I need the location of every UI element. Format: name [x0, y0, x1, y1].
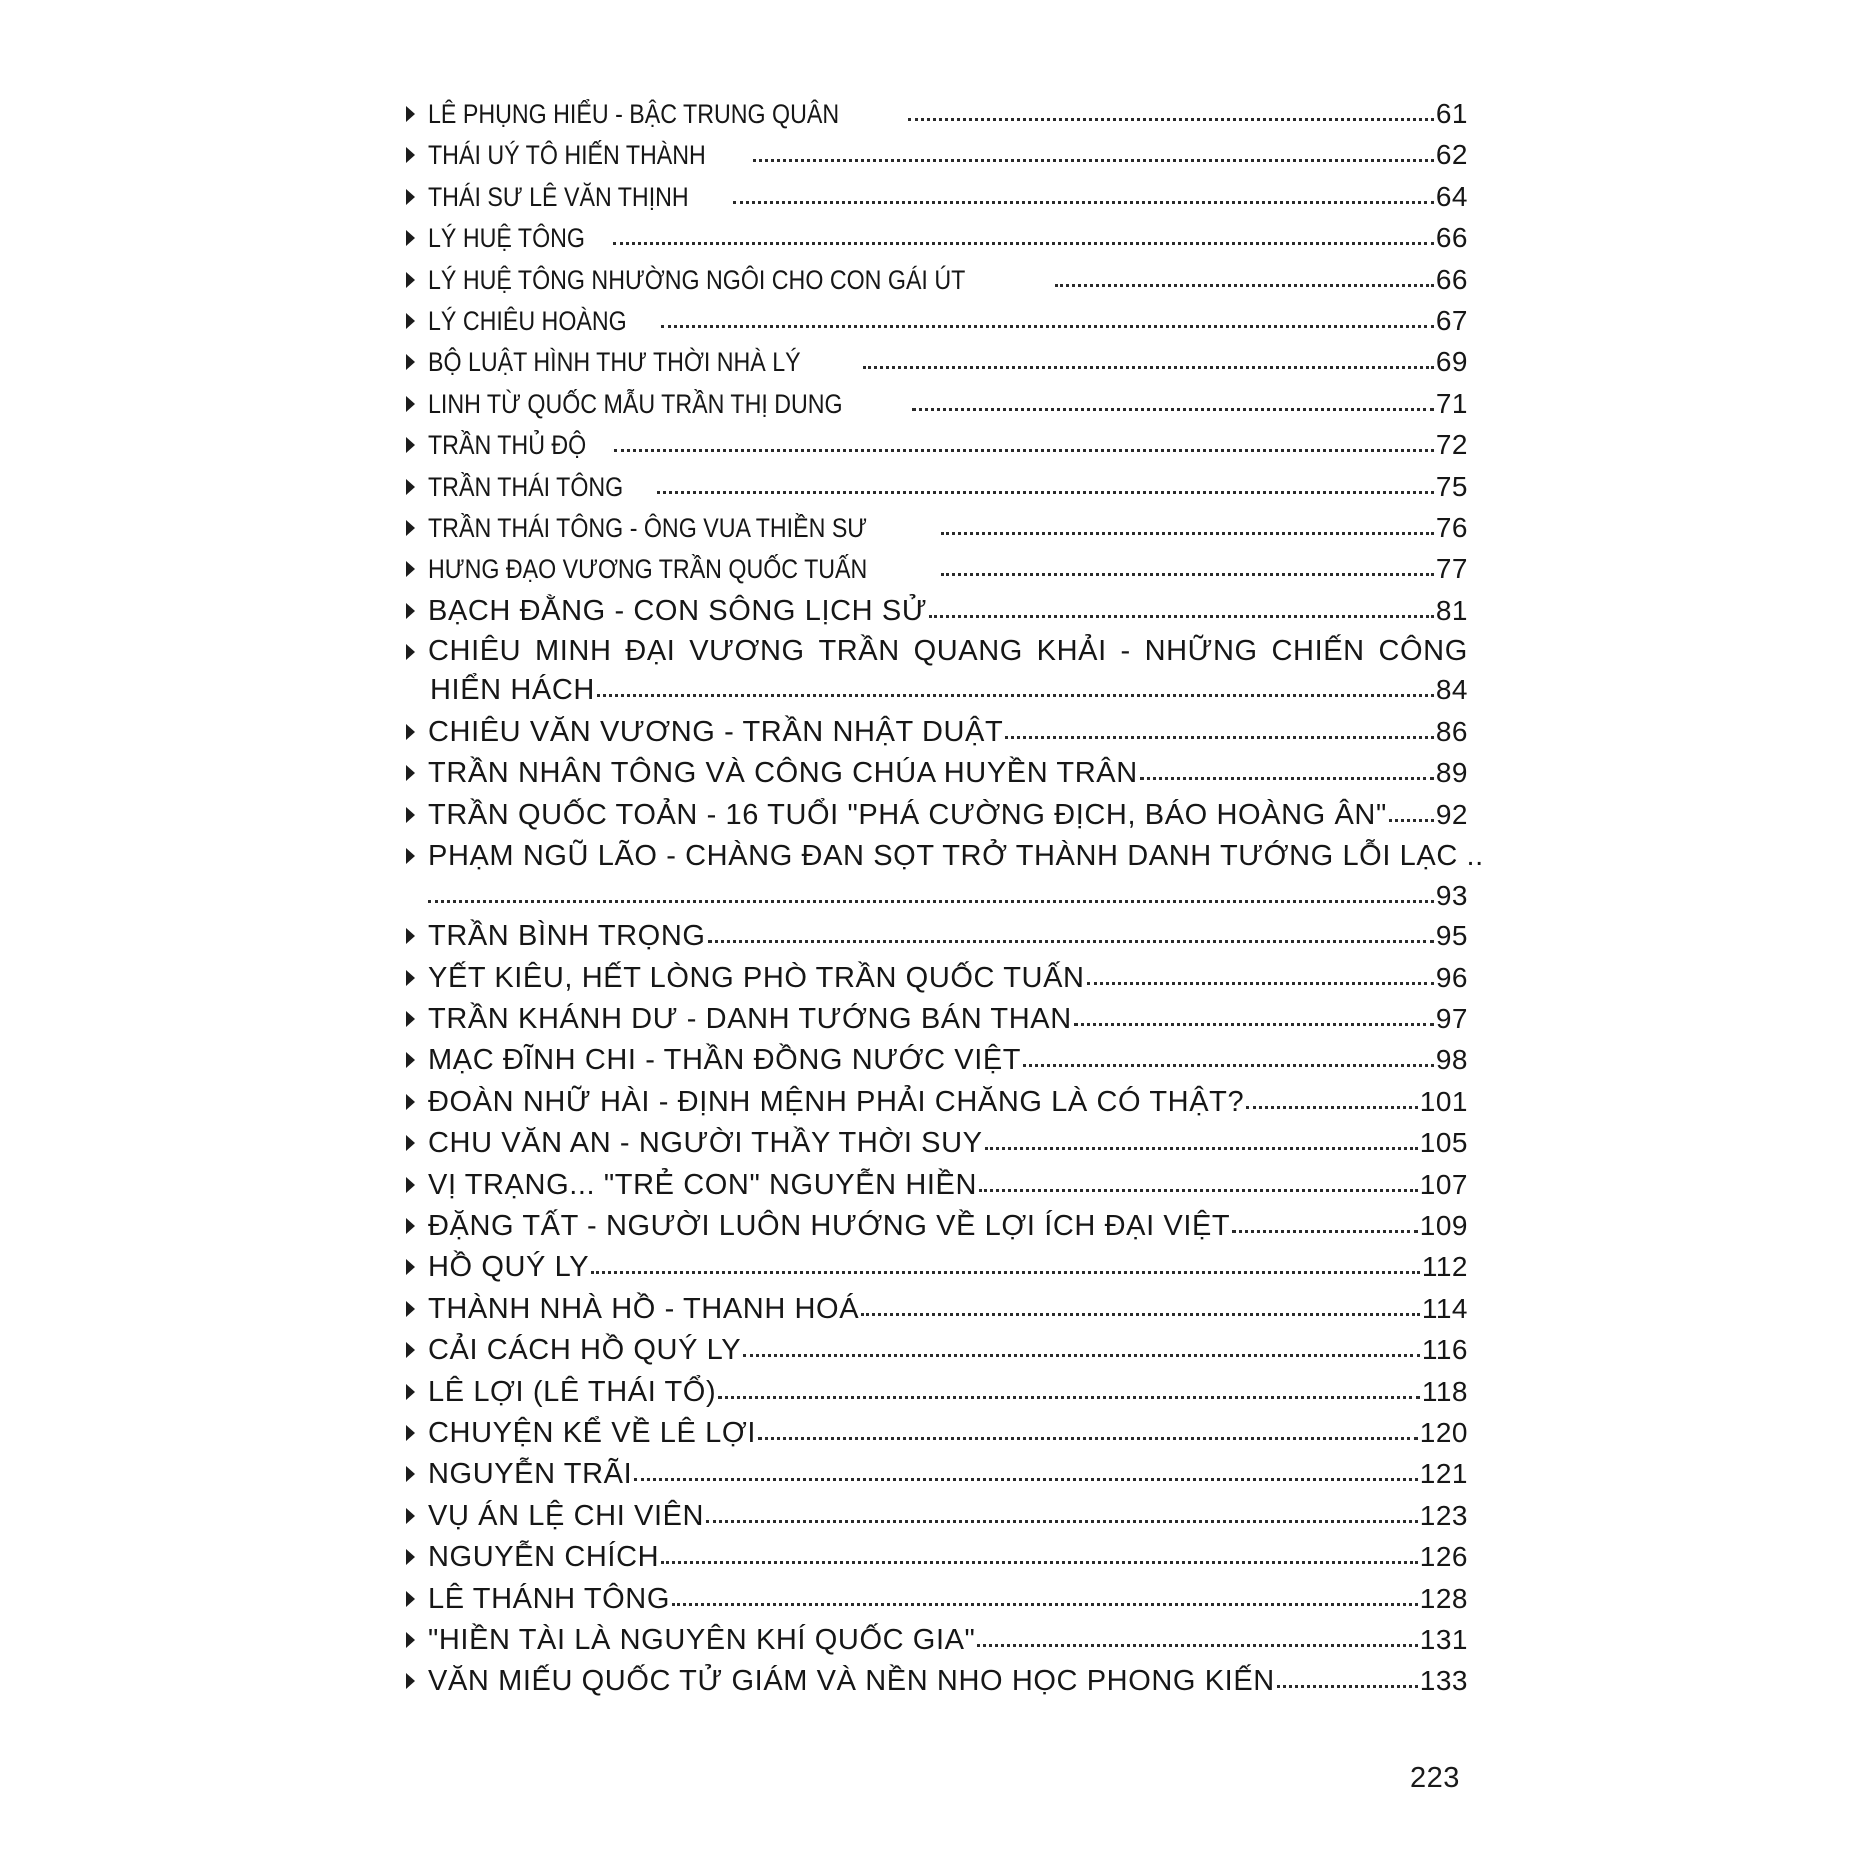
toc-entry-line [428, 1372, 1468, 1412]
triangle-right-icon [406, 970, 415, 986]
triangle-right-icon [406, 1135, 415, 1151]
toc-entry [402, 1082, 1468, 1123]
toc-entry-title: HIỂN HÁCH [430, 674, 595, 707]
toc-entry-page: 62 [1435, 139, 1468, 171]
toc-entry [402, 712, 1468, 753]
toc-entry [402, 1413, 1468, 1454]
toc-entry-line [428, 1330, 1468, 1370]
dot-leader [1232, 1230, 1418, 1233]
toc-entry-title: TRẦN BÌNH TRỌNG [428, 920, 706, 953]
toc-entry [402, 1537, 1468, 1578]
toc-entry-page: 95 [1435, 920, 1468, 952]
dot-leader [1074, 1023, 1434, 1026]
toc-entry-word: KHẢI [1036, 635, 1107, 668]
toc-entry-line [428, 467, 1468, 507]
toc-entry-line [428, 1040, 1468, 1080]
toc-entry-title: YẾT KIÊU, HẾT LÒNG PHÒ TRẦN QUỐC TUẤN [428, 961, 1085, 994]
toc-entry-title: "HIỀN TÀI LÀ NGUYÊN KHÍ QUỐC GIA" [428, 1623, 976, 1656]
toc-entry [402, 425, 1468, 466]
triangle-right-icon [406, 396, 415, 412]
toc-entry-page: 93 [1435, 880, 1468, 912]
toc-entry-page: 66 [1435, 263, 1468, 295]
toc-entry [402, 177, 1468, 218]
toc-entry [402, 135, 1468, 176]
toc-entry-line [428, 1165, 1468, 1205]
dot-leader [758, 1437, 1418, 1440]
toc-entry-title: THÁI SƯ LÊ VĂN THỊNH [428, 181, 689, 212]
toc-entry [402, 1496, 1468, 1537]
toc-entry-page: 89 [1435, 757, 1468, 789]
dot-leader [1389, 819, 1434, 822]
toc-entry-line [428, 999, 1468, 1039]
toc-entry-title: VỤ ÁN LỆ CHI VIÊN [428, 1499, 705, 1532]
dot-leader [613, 242, 1434, 245]
dot-leader [1023, 1064, 1434, 1067]
toc-entry-line [428, 94, 1468, 134]
toc-entry [402, 1247, 1468, 1288]
toc-entry-title: LÊ LỢI (LÊ THÁI TỔ) [428, 1375, 717, 1408]
toc-entry [402, 218, 1468, 259]
toc-entry-title: TRẦN THỦ ĐỘ [428, 430, 587, 461]
toc-entry-page: 128 [1419, 1582, 1468, 1614]
toc-entry-line [428, 260, 1468, 300]
triangle-right-icon [406, 807, 415, 823]
toc-entry-page: 67 [1435, 304, 1468, 336]
toc-entry-title: MẠC ĐĨNH CHI - THẦN ĐỒNG NƯỚC VIỆT [428, 1044, 1022, 1077]
dot-leader [614, 449, 1434, 452]
triangle-right-icon [406, 189, 415, 205]
toc-entry-title: ĐOÀN NHỮ HÀI - ĐỊNH MỆNH PHẢI CHĂNG LÀ CÓ THẬT? [428, 1085, 1245, 1118]
toc-entry-line [428, 591, 1468, 631]
toc-entry-page: 71 [1435, 387, 1468, 419]
toc-entry-title: THÀNH NHÀ HỒ - THANH HOÁ [428, 1292, 860, 1325]
page-number: 223 [1410, 1762, 1460, 1794]
toc-entry [402, 301, 1468, 342]
toc-entry-title: CHIÊU VĂN VƯƠNG - TRẦN NHẬT DUẬT [428, 716, 1004, 749]
toc-entry-title: PHẠM NGŨ LÃO - CHÀNG ĐAN SỌT TRỞ THÀNH DANH TƯỚNG LỖI LẠC .. [428, 840, 1484, 873]
dot-leader [733, 201, 1434, 204]
dot-leader [634, 1478, 1418, 1481]
triangle-right-icon [406, 1591, 415, 1607]
toc-entry [402, 342, 1468, 383]
toc-entry [402, 999, 1468, 1040]
toc-entry-word: QUANG [913, 635, 1023, 668]
dot-leader [1140, 777, 1434, 780]
toc-entry-title: LÝ HUỆ TÔNG NHƯỜNG NGÔI CHO CON GÁI ÚT [428, 264, 966, 295]
toc-entry [402, 1661, 1468, 1702]
toc-entry-line [428, 342, 1468, 382]
toc-entry-title: TRẦN QUỐC TOẢN - 16 TUỔI "PHÁ CƯỜNG ĐỊCH, BÁO HOÀNG ÂN" [428, 798, 1387, 831]
dot-leader [672, 1603, 1418, 1606]
toc-entry-line [428, 177, 1468, 217]
triangle-right-icon [406, 1094, 415, 1110]
toc-entry-title: ĐẶNG TẤT - NGƯỜI LUÔN HƯỚNG VỀ LỢI ÍCH ĐẠI VIỆT [428, 1209, 1231, 1242]
toc-entry-title: CẢI CÁCH HỒ QUÝ LY [428, 1334, 742, 1367]
toc-entry [402, 508, 1468, 549]
toc-entry-page: 81 [1435, 594, 1468, 626]
dot-leader [753, 159, 1434, 162]
toc-entry-line [428, 1123, 1468, 1163]
toc-entry-word: CHIẾN [1271, 635, 1365, 668]
toc-entry [402, 1040, 1468, 1081]
triangle-right-icon [406, 1673, 415, 1689]
toc-entry-line [428, 916, 1468, 956]
toc-entry [402, 958, 1468, 999]
triangle-right-icon [406, 106, 415, 122]
toc-entry-title: VĂN MIẾU QUỐC TỬ GIÁM VÀ NỀN NHO HỌC PHONG KIẾN [428, 1665, 1275, 1698]
toc-entry-word: NHỮNG [1144, 635, 1258, 668]
toc-entry-line [428, 135, 1468, 175]
toc-entry-title: LINH TỪ QUỐC MẪU TRẦN THỊ DUNG [428, 388, 843, 419]
toc-entry-page: 112 [1421, 1251, 1468, 1283]
triangle-right-icon [406, 1342, 415, 1358]
triangle-right-icon [406, 1301, 415, 1317]
toc-entry-line [428, 301, 1468, 341]
toc-entry-title: HỒ QUÝ LY [428, 1251, 590, 1284]
triangle-right-icon [406, 1011, 415, 1027]
triangle-right-icon [406, 272, 415, 288]
toc-entry-line [428, 1206, 1468, 1246]
toc-entry [402, 916, 1468, 957]
triangle-right-icon [406, 1177, 415, 1193]
triangle-right-icon [406, 928, 415, 944]
toc-entry-line [428, 1289, 1468, 1329]
triangle-right-icon [406, 1508, 415, 1524]
toc-entry-page: 118 [1421, 1375, 1468, 1407]
dot-leader [743, 1354, 1420, 1357]
triangle-right-icon [406, 1549, 415, 1565]
toc-entry [402, 1330, 1468, 1371]
triangle-right-icon [406, 1384, 415, 1400]
dot-leader [977, 1644, 1417, 1647]
toc-entry-line [428, 1661, 1468, 1701]
toc-entry [402, 1372, 1468, 1413]
toc-entry-title: TRẦN KHÁNH DƯ - DANH TƯỚNG BÁN THAN [428, 1003, 1072, 1036]
toc-entry [402, 1620, 1468, 1661]
dot-leader [706, 1520, 1418, 1523]
toc-entry-line [428, 753, 1468, 793]
triangle-right-icon [406, 724, 415, 740]
toc-entry-title: TRẦN THÁI TÔNG - ÔNG VUA THIỀN SƯ [428, 512, 868, 543]
toc-entry-title: CHU VĂN AN - NGƯỜI THẦY THỜI SUY [428, 1127, 983, 1160]
toc-entry-word: CÔNG [1378, 635, 1468, 668]
toc-entry-word: VƯƠNG [689, 635, 805, 668]
toc-entry-line [428, 712, 1468, 752]
toc-entry-line [428, 549, 1468, 589]
toc-entry-title: THÁI UÝ TÔ HIẾN THÀNH [428, 140, 706, 171]
toc-entry-page: 72 [1435, 429, 1468, 461]
toc-entry-word: MINH [535, 635, 612, 668]
dot-leader [597, 694, 1434, 697]
dot-leader [929, 615, 1434, 618]
triangle-right-icon [406, 1632, 415, 1648]
triangle-right-icon [406, 520, 415, 536]
triangle-right-icon [406, 1466, 415, 1482]
toc-entry-line [428, 1413, 1468, 1453]
dot-leader [1277, 1685, 1418, 1688]
table-of-contents [402, 94, 1484, 1703]
toc-entry-line [428, 670, 1468, 710]
toc-entry [402, 753, 1468, 794]
toc-entry [402, 384, 1468, 425]
toc-entry-page: 105 [1419, 1127, 1468, 1159]
dot-leader [591, 1271, 1420, 1274]
toc-entry-title: NGUYỄN CHÍCH [428, 1541, 660, 1574]
toc-entry-title: LÝ CHIÊU HOÀNG [428, 305, 627, 336]
toc-entry [402, 260, 1468, 301]
toc-entry-page: 120 [1419, 1416, 1468, 1448]
toc-entry [402, 795, 1468, 836]
dot-leader [1087, 982, 1434, 985]
toc-entry-line [428, 958, 1468, 998]
dot-leader [863, 366, 1434, 369]
toc-entry-page: 133 [1419, 1665, 1468, 1697]
toc-entry-page: 107 [1419, 1168, 1468, 1200]
toc-entry-page: 92 [1435, 798, 1468, 830]
toc-entry-page: 76 [1435, 511, 1468, 543]
dot-leader [661, 325, 1434, 328]
dot-leader [1005, 736, 1434, 739]
toc-entry-word: ĐẠI [625, 635, 676, 668]
toc-entry [402, 467, 1468, 508]
toc-entry-page: 101 [1419, 1085, 1468, 1117]
dot-leader [912, 408, 1434, 411]
toc-entry-line [428, 1579, 1468, 1619]
toc-entry-page: 86 [1435, 716, 1468, 748]
toc-entry-title: TRẦN THÁI TÔNG [428, 471, 624, 502]
toc-entry-page: 75 [1435, 470, 1468, 502]
toc-entry-page: 121 [1419, 1458, 1468, 1490]
toc-entry-title: HƯNG ĐẠO VƯƠNG TRẦN QUỐC TUẤN [428, 554, 868, 585]
toc-entry-line [428, 508, 1468, 548]
toc-entry-line [428, 1620, 1468, 1660]
triangle-right-icon [406, 644, 415, 660]
dot-leader [1246, 1106, 1418, 1109]
toc-entry [402, 591, 1468, 632]
toc-entry-page: 116 [1421, 1334, 1468, 1366]
triangle-right-icon [406, 1425, 415, 1441]
toc-entry-line [428, 1496, 1468, 1536]
triangle-right-icon [406, 354, 415, 370]
toc-entry-title: NGUYỄN TRÃI [428, 1458, 633, 1491]
dot-leader [979, 1189, 1418, 1192]
toc-entry-line [428, 425, 1468, 465]
toc-entry-line [428, 836, 1484, 876]
toc-entry-line [428, 1082, 1468, 1122]
toc-entry-line [428, 876, 1468, 916]
toc-entry-line [428, 384, 1468, 424]
toc-entry [402, 1206, 1468, 1247]
dot-leader [985, 1147, 1418, 1150]
toc-entry-title: TRẦN NHÂN TÔNG VÀ CÔNG CHÚA HUYỀN TRÂN [428, 757, 1138, 790]
toc-entry-page: 66 [1435, 222, 1468, 254]
toc-entry-page: 77 [1435, 553, 1468, 585]
dot-leader [861, 1313, 1420, 1316]
toc-entry-page: 131 [1419, 1623, 1468, 1655]
triangle-right-icon [406, 765, 415, 781]
triangle-right-icon [406, 147, 415, 163]
toc-entry-page: 123 [1419, 1499, 1468, 1531]
toc-entry-line [428, 1247, 1468, 1287]
toc-entry [402, 836, 1484, 916]
toc-entry-word: CHIÊU [428, 635, 522, 668]
toc-entry [402, 1123, 1468, 1164]
toc-entry [402, 1579, 1468, 1620]
dot-leader [718, 1396, 1420, 1399]
toc-entry-title-line [428, 632, 1468, 670]
toc-entry-title: LÊ THÁNH TÔNG [428, 1582, 670, 1615]
toc-entry-page: 97 [1435, 1003, 1468, 1035]
triangle-right-icon [406, 230, 415, 246]
dot-leader [941, 573, 1434, 576]
dot-leader [657, 491, 1434, 494]
toc-entry-word: TRẦN [818, 635, 900, 668]
toc-entry-title: LÝ HUỆ TÔNG [428, 223, 585, 254]
toc-entry-line [428, 1537, 1468, 1577]
triangle-right-icon [406, 1218, 415, 1234]
triangle-right-icon [406, 1052, 415, 1068]
dot-leader [908, 118, 1434, 121]
toc-entry [402, 1165, 1468, 1206]
toc-entry-page: 64 [1435, 180, 1468, 212]
dot-leader [428, 900, 1434, 903]
toc-entry-word: - [1120, 635, 1131, 668]
toc-entry [402, 632, 1468, 712]
triangle-right-icon [406, 479, 415, 495]
triangle-right-icon [406, 437, 415, 453]
toc-entry-line [428, 1454, 1468, 1494]
dot-leader [661, 1561, 1418, 1564]
toc-entry-page: 69 [1435, 346, 1468, 378]
triangle-right-icon [406, 603, 415, 619]
toc-entry-page: 61 [1435, 98, 1468, 129]
triangle-right-icon [406, 848, 415, 864]
dot-leader [708, 940, 1434, 943]
dot-leader [1055, 284, 1434, 287]
toc-entry-line [428, 218, 1468, 258]
toc-entry-title: VỊ TRẠNG... "TRẺ CON" NGUYỄN HIỀN [428, 1168, 978, 1201]
toc-entry-title: BỘ LUẬT HÌNH THƯ THỜI NHÀ LÝ [428, 347, 801, 378]
toc-entry-page: 84 [1435, 674, 1468, 706]
toc-entry [402, 549, 1468, 590]
triangle-right-icon [406, 313, 415, 329]
toc-entry [402, 1289, 1468, 1330]
triangle-right-icon [406, 561, 415, 577]
dot-leader [941, 532, 1434, 535]
toc-entry-title: LÊ PHỤNG HIỂU - BẬC TRUNG QUÂN [428, 99, 840, 129]
toc-entry-page: 109 [1419, 1209, 1468, 1241]
toc-entry [402, 94, 1468, 135]
toc-entry-page: 96 [1435, 961, 1468, 993]
triangle-right-icon [406, 1259, 415, 1275]
toc-entry-line [428, 795, 1468, 835]
toc-entry-page: 126 [1419, 1541, 1468, 1573]
toc-entry [402, 1454, 1468, 1495]
toc-entry-title: BẠCH ĐẰNG - CON SÔNG LỊCH SỬ [428, 594, 928, 627]
toc-entry-page: 98 [1435, 1044, 1468, 1076]
toc-entry-title: CHUYỆN KỂ VỀ LÊ LỢI [428, 1416, 756, 1449]
toc-entry-page: 114 [1421, 1292, 1468, 1324]
